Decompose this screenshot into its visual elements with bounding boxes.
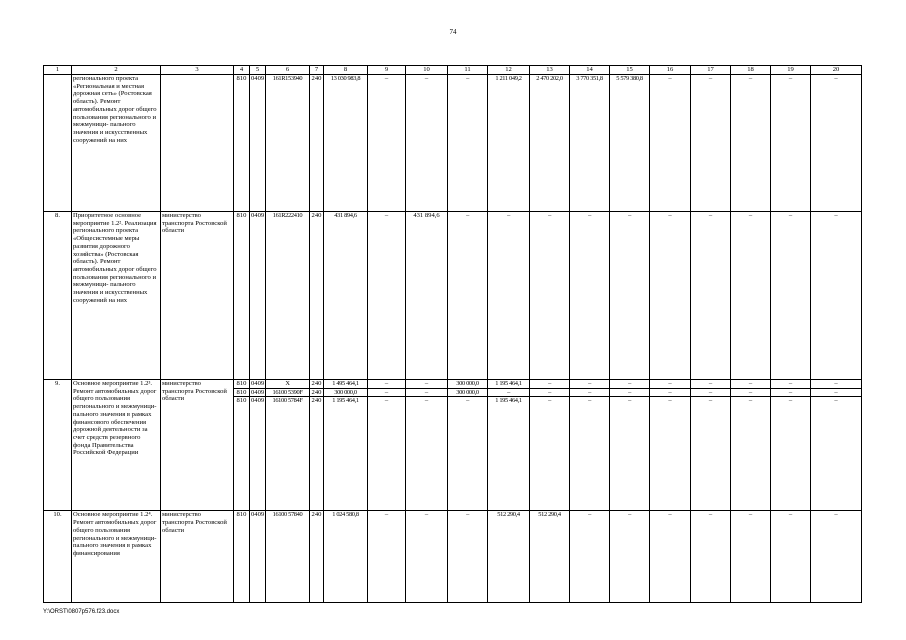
value-cell: – <box>368 388 406 397</box>
value-cell: – <box>368 380 406 389</box>
column-number: 7 <box>310 66 324 75</box>
budget-table <box>43 65 862 603</box>
value-cell: – <box>610 212 650 380</box>
column-number: 1 <box>44 66 72 75</box>
value-cell: – <box>610 388 650 397</box>
value-cell: 1 211 049,2 <box>488 75 530 212</box>
file-path-footer: Y:\ORST\0807p576.f23.docx <box>43 609 120 615</box>
value-cell: – <box>448 511 488 603</box>
value-cell: 16100 57840 <box>266 511 310 603</box>
value-cell: – <box>771 380 811 389</box>
row-number: 10. <box>44 511 72 603</box>
column-number-row <box>44 66 862 75</box>
value-cell: 0409 <box>250 397 266 511</box>
value-cell: – <box>406 380 448 389</box>
value-cell: 240 <box>310 380 324 389</box>
table-row <box>44 511 862 603</box>
value-cell: 13 030 983,8 <box>324 75 368 212</box>
value-cell: 0409 <box>251 380 265 387</box>
value-cell: 161R222410 <box>266 212 310 380</box>
value-cell: 0409 <box>250 212 266 380</box>
column-number: 19 <box>771 66 811 75</box>
column-number: 2 <box>72 66 161 75</box>
column-number: 20 <box>811 66 862 75</box>
value-cell: 161R153940 <box>266 75 310 212</box>
value-cell: – <box>650 212 691 380</box>
value-cell: 810 <box>234 397 250 511</box>
value-cell: – <box>610 511 650 603</box>
value-cell: – <box>448 212 488 380</box>
column-number: 5 <box>250 66 266 75</box>
column-number: 13 <box>530 66 570 75</box>
column-number: 6 <box>266 66 310 75</box>
table-row <box>44 212 862 380</box>
value-cell: – <box>691 380 731 389</box>
value-cell: 16100 5390F <box>266 388 310 397</box>
table-row <box>44 75 862 212</box>
value-cell: – <box>650 75 691 212</box>
activity-name: Основное мероприятие 1.2³. Ремонт автомобильных дорог общего пользования регионального и межмуници- пального значения в рамках финансового обеспечения дорожной деятельности за счет средств резервного фонда Правительства Российской Федерации <box>72 380 161 511</box>
value-cell: 810 <box>234 511 250 603</box>
value-cell: – <box>610 397 650 511</box>
value-cell: 16100 5784F <box>266 397 310 511</box>
value-cell: – <box>771 388 811 397</box>
value-cell: – <box>811 380 862 389</box>
row-number: 8. <box>44 212 72 380</box>
value-cell: 240 <box>310 397 324 511</box>
value-cell: – <box>530 212 570 380</box>
activity-name: регионального проекта «Региональная и местная дорожная сеть» (Ростовская область). Ремонт автомобильных дорог общего пользования регионального и межмуници- пального значения и искусственных сооружений на них <box>72 75 161 212</box>
value-cell: – <box>488 388 530 397</box>
value-cell: – <box>570 212 610 380</box>
value-cell: – <box>448 75 488 212</box>
value-cell: – <box>811 397 862 511</box>
value-cell: 431 894,6 <box>406 212 448 380</box>
value-cell: – <box>570 397 610 511</box>
column-number: 14 <box>570 66 610 75</box>
row-number: 9. <box>44 380 72 511</box>
column-number: 16 <box>650 66 691 75</box>
value-cell: – <box>811 212 862 380</box>
value-cell: 810 <box>234 75 250 212</box>
value-cell: 0409 <box>251 388 265 396</box>
column-number: 4 <box>234 66 250 75</box>
value-cell: – <box>530 380 570 389</box>
value-cell: 512 290,4 <box>530 511 570 603</box>
column-number: 17 <box>691 66 731 75</box>
executor-name: министерство транспорта Ростовской области <box>161 212 234 380</box>
value-cell: – <box>406 75 448 212</box>
value-cell: 5 579 380,8 <box>610 75 650 212</box>
value-cell: – <box>771 397 811 511</box>
value-cell: 240 <box>310 388 324 397</box>
value-cell: – <box>691 75 731 212</box>
value-cell: – <box>368 212 406 380</box>
executor-name: министерство транспорта Ростовской области <box>161 380 234 511</box>
value-cell: – <box>570 388 610 397</box>
value-cell: – <box>811 511 862 603</box>
value-cell: 810 <box>234 212 250 380</box>
value-cell: 240 <box>310 212 324 380</box>
value-cell: 1 495 464,1 <box>324 380 368 389</box>
value-cell: – <box>448 397 488 511</box>
value-cell: – <box>650 511 691 603</box>
value-cell: – <box>731 75 771 212</box>
value-cell: – <box>610 380 650 389</box>
value-cell: – <box>731 212 771 380</box>
value-cell: – <box>691 212 731 380</box>
value-cell: 512 290,4 <box>488 511 530 603</box>
row-number <box>44 75 72 212</box>
value-cell: – <box>368 511 406 603</box>
column-number: 11 <box>448 66 488 75</box>
value-cell: 0409 <box>250 75 266 212</box>
value-cell: 300 000,0 <box>448 380 488 389</box>
value-cell: 1 024 580,8 <box>324 511 368 603</box>
value-cell: – <box>406 397 448 511</box>
column-number: 9 <box>368 66 406 75</box>
value-cell: 240 <box>310 75 324 212</box>
column-number: 15 <box>610 66 650 75</box>
value-cell: – <box>811 388 862 397</box>
value-cell: – <box>368 75 406 212</box>
value-cell: 3 770 351,8 <box>570 75 610 212</box>
value-cell: 431 894,6 <box>324 212 368 380</box>
value-cell: 1 195 464,1 <box>324 397 368 511</box>
column-number: 10 <box>406 66 448 75</box>
value-cell: – <box>771 511 811 603</box>
table-row <box>44 380 862 389</box>
value-cell: – <box>691 511 731 603</box>
value-cell: 240 <box>310 511 324 603</box>
value-cell: – <box>530 397 570 511</box>
value-cell: – <box>488 212 530 380</box>
value-cell: – <box>650 397 691 511</box>
value-cell: 300 000,0 <box>324 388 368 397</box>
executor-name: министерство транспорта Ростовской области <box>161 511 234 603</box>
value-cell: – <box>731 380 771 389</box>
page-number: 74 <box>449 28 457 36</box>
value-cell: – <box>570 380 610 389</box>
column-number: 3 <box>161 66 234 75</box>
value-cell: 1 195 464,1 <box>488 380 530 389</box>
executor-name <box>161 75 234 212</box>
value-cell: – <box>406 511 448 603</box>
value-cell: – <box>650 388 691 397</box>
value-cell: – <box>650 380 691 389</box>
value-cell: Х <box>266 380 310 389</box>
value-cell: – <box>691 397 731 511</box>
column-number: 8 <box>324 66 368 75</box>
value-cell: – <box>530 388 570 397</box>
column-number: 18 <box>731 66 771 75</box>
value-cell: 810 <box>234 380 250 389</box>
value-cell: – <box>731 397 771 511</box>
value-cell: 1 195 464,1 <box>488 397 530 511</box>
value-cell: – <box>771 75 811 212</box>
value-cell: 810 <box>234 388 250 397</box>
value-cell: – <box>811 75 862 212</box>
value-cell: – <box>771 212 811 380</box>
value-cell: – <box>731 511 771 603</box>
value-cell: – <box>570 511 610 603</box>
column-number: 12 <box>488 66 530 75</box>
value-cell: – <box>691 388 731 397</box>
value-cell: 300 000,0 <box>448 388 488 397</box>
activity-name: Основное мероприятие 1.2⁴. Ремонт автомобильных дорог общего пользования регионального и межмуници- пального значения в рамках финансирования <box>72 511 161 603</box>
value-cell: – <box>368 397 406 511</box>
value-cell: – <box>406 388 448 397</box>
value-cell: 2 470 202,0 <box>530 75 570 212</box>
value-cell: – <box>731 388 771 397</box>
activity-name: Приоритетное основное мероприятие 1.2². Реализация регионального проекта «Общесистемные меры развития дорожного хозяйства» (Ростовская область). Ремонт автомобильных дорог общего пользования регионального и межмуници- пального значения и искусственных сооружений на них <box>72 212 161 380</box>
value-cell: 0409 <box>250 511 266 603</box>
